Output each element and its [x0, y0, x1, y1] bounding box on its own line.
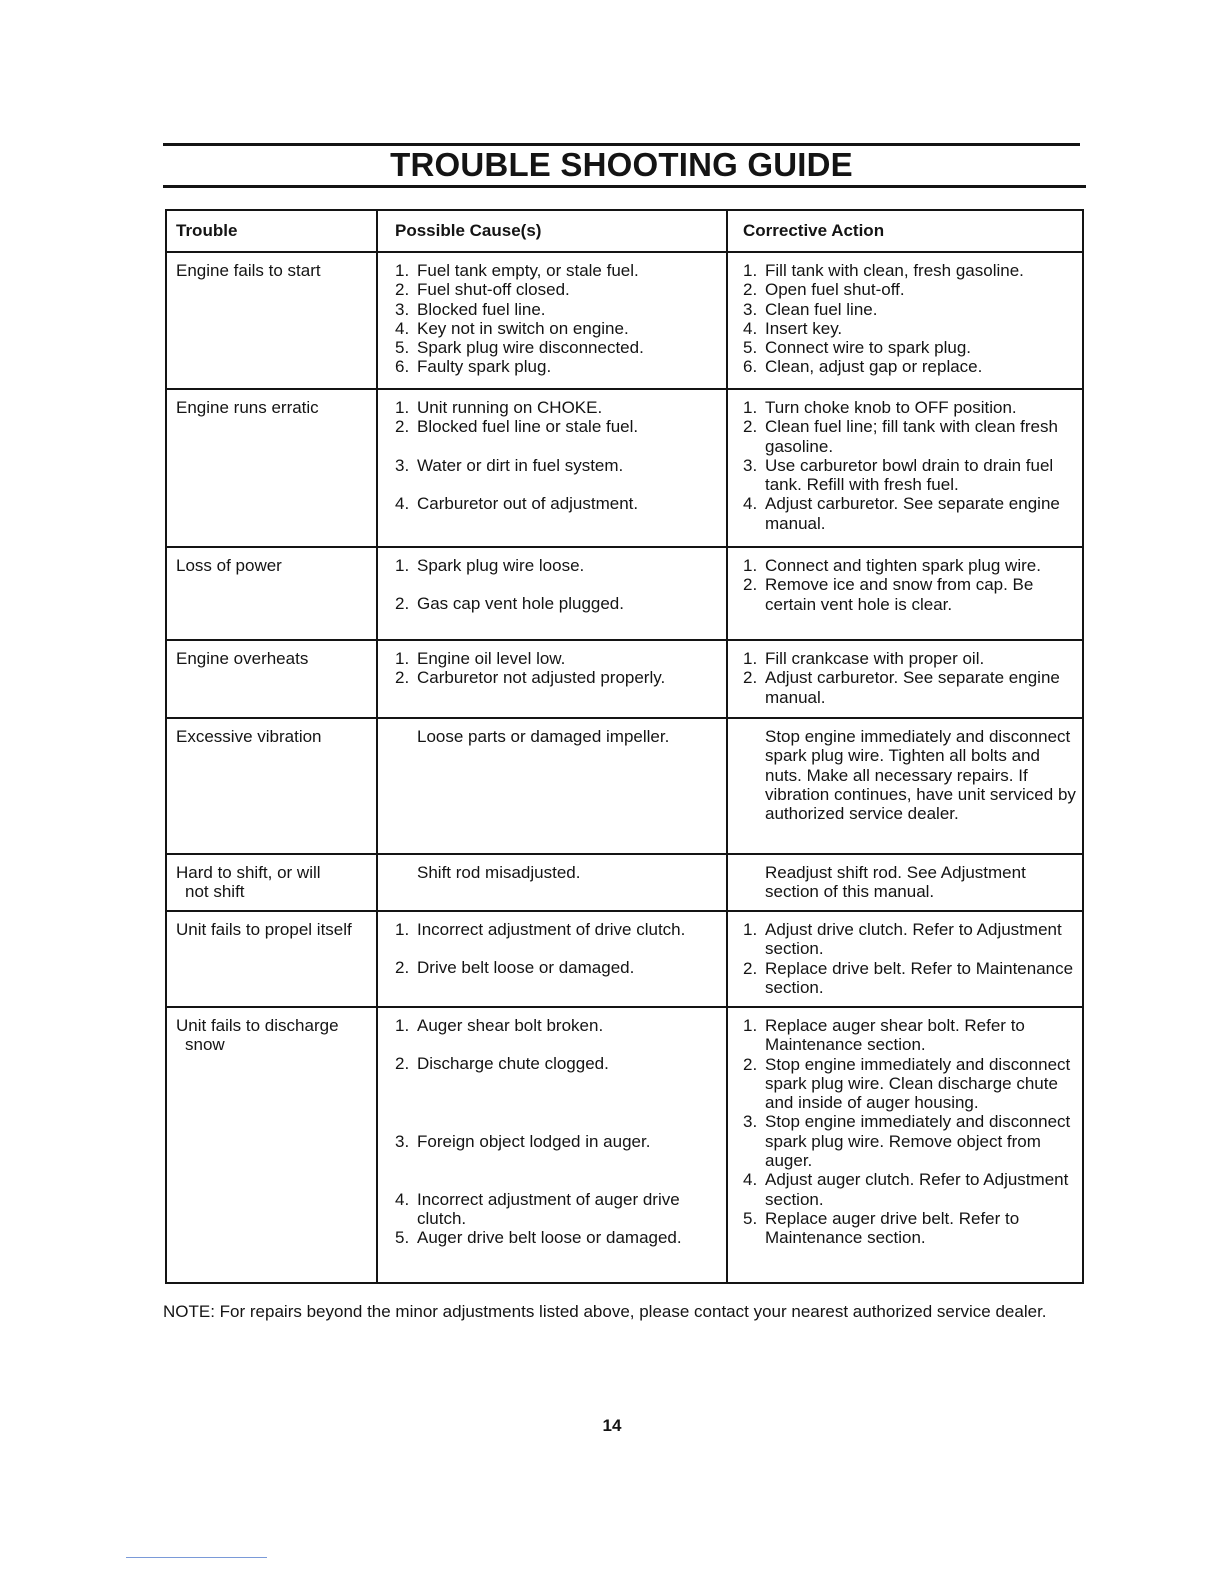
- action-item-text: Adjust auger clutch. Refer to Adjustment section.: [765, 1170, 1069, 1209]
- cause-item: [395, 863, 720, 882]
- cause-item-number: 2.: [395, 958, 410, 978]
- cause-item-number: 1.: [395, 261, 410, 280]
- action-item-number: 2.: [743, 417, 758, 437]
- action-item-text: Replace auger drive belt. Refer to Maintenance section.: [765, 1208, 1020, 1248]
- cause-item-text: Blocked fuel line or stale fuel.: [417, 417, 639, 437]
- action-item-text: Fill crankcase with proper oil.: [765, 649, 985, 668]
- cause-item-number: 3.: [395, 1131, 410, 1151]
- cause-item: [395, 1190, 720, 1229]
- cause-item-number: 2.: [395, 1054, 410, 1074]
- action-item-number: 3.: [743, 455, 758, 475]
- action-item-text: Adjust drive clutch. Refer to Adjustment section.: [765, 920, 1062, 959]
- table-row: [166, 1007, 1083, 1283]
- action-item: [743, 300, 1076, 319]
- trouble-cell: [166, 389, 377, 547]
- action-item-number: 2.: [743, 280, 758, 300]
- trouble-cell: [166, 252, 377, 389]
- action-item-number: 5.: [743, 1208, 758, 1228]
- repair-note: NOTE: For repairs beyond the minor adjustments listed above, please contact your nearest authorized service dealer.: [163, 1302, 1047, 1321]
- cause-item-text: Auger drive belt loose or damaged.: [417, 1228, 682, 1248]
- cause-item-text: Carburetor not adjusted properly.: [417, 668, 666, 688]
- page-title: TROUBLE SHOOTING GUIDE: [390, 146, 853, 183]
- cause-cell: [377, 640, 727, 718]
- action-item: [743, 417, 1076, 456]
- action-cell: [727, 1007, 1083, 1283]
- cause-cell: [377, 389, 727, 547]
- action-item: [743, 1209, 1076, 1248]
- cause-item: [395, 357, 720, 376]
- action-item: [743, 1055, 1076, 1113]
- cause-item-number: 4.: [395, 318, 410, 338]
- action-item-text: Clean fuel line.: [765, 299, 878, 319]
- action-item-text: Stop engine immediately and disconnect spark plug wire. Remove object from auger.: [765, 1112, 1071, 1171]
- title-rule-bottom: [163, 185, 1086, 188]
- action-item-number: 4.: [743, 318, 758, 338]
- cause-cell: [377, 1007, 727, 1283]
- trouble-cell: [166, 640, 377, 718]
- table-row: [166, 389, 1083, 547]
- cause-item-number: 3.: [395, 455, 410, 475]
- action-cell: [727, 389, 1083, 547]
- trouble-text: Engine fails to start: [176, 261, 321, 280]
- trouble-cell: [166, 1007, 377, 1283]
- action-item-text: Adjust carburetor. See separate engine manual.: [765, 668, 1060, 707]
- action-item-text: Remove ice and snow from cap. Be certain vent hole is clear.: [765, 575, 1034, 614]
- action-item: [743, 494, 1076, 533]
- action-item-number: 2.: [743, 575, 758, 595]
- trouble-text: Hard to shift, or will: [176, 863, 321, 882]
- cause-item: [395, 280, 720, 299]
- cause-item: [395, 456, 720, 475]
- action-item: [743, 1170, 1076, 1209]
- table-row: [166, 854, 1083, 911]
- cause-item-text: Loose parts or damaged impeller.: [417, 727, 670, 746]
- cause-item-number: 6.: [395, 357, 410, 377]
- header-corrective-action: Corrective Action: [727, 210, 1083, 252]
- cause-item-number: 3.: [395, 299, 410, 319]
- action-item-number: 1.: [743, 649, 758, 668]
- cause-cell: [377, 911, 727, 1007]
- table-row: [166, 640, 1083, 718]
- action-item: [743, 398, 1076, 417]
- trouble-cell: [166, 547, 377, 640]
- cause-cell: [377, 547, 727, 640]
- action-item-text: Fill tank with clean, fresh gasoline.: [765, 261, 1024, 280]
- action-cell: [727, 640, 1083, 718]
- cause-item-text: Fuel shut-off closed.: [417, 280, 570, 300]
- trouble-cell: [166, 911, 377, 1007]
- footer-line: [126, 1557, 267, 1558]
- cause-item-text: Unit running on CHOKE.: [417, 398, 603, 417]
- cause-item-number: 5.: [395, 1228, 410, 1248]
- cause-item-number: 1.: [395, 1016, 410, 1035]
- action-item-text: Stop engine immediately and disconnect spark plug wire. Tighten all bolts and nuts. Make all necessary repairs. If vibration continues, have unit serviced by authorized service dealer.: [765, 727, 1076, 824]
- page-number: 14: [602, 1416, 622, 1435]
- cause-item-number: 2.: [395, 594, 410, 614]
- cause-item-number: 1.: [395, 398, 410, 417]
- table-row: [166, 547, 1083, 640]
- action-item-number: 3.: [743, 1112, 758, 1132]
- trouble-cell: [166, 718, 377, 854]
- action-item: [743, 556, 1076, 575]
- cause-item-number: 4.: [395, 1189, 410, 1209]
- trouble-text: not shift: [185, 882, 245, 902]
- trouble-text: Unit fails to propel itself: [176, 920, 352, 939]
- action-item-text: Clean, adjust gap or replace.: [765, 357, 983, 377]
- action-item-number: 4.: [743, 1170, 758, 1190]
- cause-item-text: Auger shear bolt broken.: [417, 1016, 604, 1035]
- action-item-text: Turn choke knob to OFF position.: [765, 398, 1017, 417]
- action-item-number: 1.: [743, 1016, 758, 1035]
- trouble-text: Excessive vibration: [176, 727, 322, 746]
- action-item-text: Connect and tighten spark plug wire.: [765, 556, 1041, 575]
- action-item-number: 6.: [743, 357, 758, 377]
- cause-item-text: Blocked fuel line.: [417, 299, 546, 319]
- action-item: [743, 863, 1076, 902]
- cause-item-text: Fuel tank empty, or stale fuel.: [417, 261, 639, 280]
- cause-item-text: Drive belt loose or damaged.: [417, 958, 635, 978]
- action-item: [743, 727, 1076, 823]
- cause-item-number: 2.: [395, 417, 410, 437]
- action-item: [743, 920, 1076, 959]
- action-item-text: Clean fuel line; fill tank with clean fresh gasoline.: [765, 417, 1058, 456]
- action-item-number: 1.: [743, 556, 758, 575]
- action-item: [743, 357, 1076, 376]
- header-possible-causes: Possible Cause(s): [377, 210, 727, 252]
- cause-item-text: Engine oil level low.: [417, 649, 566, 668]
- action-item-text: Readjust shift rod. See Adjustment section of this manual.: [765, 863, 1026, 902]
- cause-item-number: 2.: [395, 280, 410, 300]
- cause-cell: [377, 718, 727, 854]
- action-item: [743, 1112, 1076, 1170]
- cause-item: [395, 1228, 720, 1247]
- action-item: [743, 1016, 1076, 1055]
- cause-item: [395, 319, 720, 338]
- action-item: [743, 456, 1076, 495]
- cause-item: [395, 494, 720, 513]
- cause-cell: [377, 252, 727, 389]
- trouble-cell: [166, 854, 377, 911]
- trouble-text: Unit fails to discharge: [176, 1016, 339, 1035]
- table-row: [166, 252, 1083, 389]
- cause-item-text: Gas cap vent hole plugged.: [417, 594, 624, 614]
- cause-item: [395, 920, 720, 939]
- action-item: [743, 338, 1076, 357]
- cause-item-number: 5.: [395, 338, 410, 358]
- trouble-text: Engine overheats: [176, 649, 309, 668]
- cause-item: [395, 1054, 720, 1073]
- cause-item: [395, 556, 720, 575]
- action-item: [743, 668, 1076, 707]
- action-cell: [727, 718, 1083, 854]
- cause-item: [395, 958, 720, 977]
- action-cell: [727, 252, 1083, 389]
- cause-item-text: Key not in switch on engine.: [417, 318, 629, 338]
- cause-item: [395, 594, 720, 613]
- cause-item: [395, 417, 720, 436]
- cause-item-number: 1.: [395, 649, 410, 668]
- cause-item-text: Water or dirt in fuel system.: [417, 455, 624, 475]
- cause-item-text: Incorrect adjustment of auger drive clutch.: [417, 1189, 680, 1229]
- trouble-shooting-table: [165, 209, 1084, 1284]
- cause-item-text: Carburetor out of adjustment.: [417, 493, 639, 513]
- cause-item-text: Shift rod misadjusted.: [417, 863, 581, 882]
- cause-item-text: Foreign object lodged in auger.: [417, 1131, 651, 1151]
- action-item: [743, 261, 1076, 280]
- action-item-number: 1.: [743, 261, 758, 280]
- cause-item-text: Spark plug wire loose.: [417, 556, 585, 575]
- cause-item-text: Incorrect adjustment of drive clutch.: [417, 920, 686, 939]
- cause-item-text: Faulty spark plug.: [417, 357, 552, 377]
- trouble-text: snow: [185, 1035, 225, 1055]
- cause-item-text: Spark plug wire disconnected.: [417, 338, 644, 358]
- action-item-text: Insert key.: [765, 318, 843, 338]
- action-item-text: Connect wire to spark plug.: [765, 338, 971, 358]
- cause-item-number: 1.: [395, 556, 410, 575]
- cause-item-number: 2.: [395, 668, 410, 688]
- cause-item: [395, 300, 720, 319]
- action-cell: [727, 854, 1083, 911]
- action-item-text: Replace drive belt. Refer to Maintenance section.: [765, 958, 1074, 997]
- action-item: [743, 280, 1076, 299]
- cause-cell: [377, 854, 727, 911]
- table-row: [166, 911, 1083, 1007]
- action-item-text: Open fuel shut-off.: [765, 280, 905, 300]
- cause-item: [395, 1132, 720, 1151]
- action-item-number: 1.: [743, 920, 758, 939]
- action-item-number: 4.: [743, 494, 758, 514]
- table-row: [166, 718, 1083, 854]
- action-item: [743, 575, 1076, 614]
- cause-item: [395, 668, 720, 687]
- trouble-text: Loss of power: [176, 556, 282, 575]
- action-item-number: 2.: [743, 1054, 758, 1074]
- action-item-text: Stop engine immediately and disconnect spark plug wire. Clean discharge chute and inside of auger housing.: [765, 1054, 1071, 1113]
- cause-item: [395, 338, 720, 357]
- cause-item: [395, 261, 720, 280]
- action-item: [743, 319, 1076, 338]
- cause-item: [395, 649, 720, 668]
- action-item-text: Use carburetor bowl drain to drain fuel tank. Refill with fresh fuel.: [765, 455, 1054, 495]
- action-item-number: 2.: [743, 958, 758, 978]
- table-header-row: [166, 210, 1083, 252]
- trouble-text: Engine runs erratic: [176, 398, 319, 417]
- cause-item-number: 4.: [395, 493, 410, 513]
- header-trouble: Trouble: [166, 210, 377, 252]
- action-item-number: 5.: [743, 338, 758, 358]
- cause-item-number: 1.: [395, 920, 410, 939]
- action-item-number: 2.: [743, 668, 758, 688]
- cause-item: [395, 1016, 720, 1035]
- action-cell: [727, 547, 1083, 640]
- cause-item: [395, 398, 720, 417]
- action-item-text: Adjust carburetor. See separate engine manual.: [765, 494, 1060, 533]
- cause-item: [395, 727, 720, 746]
- cause-item-text: Discharge chute clogged.: [417, 1054, 609, 1074]
- action-item: [743, 959, 1076, 998]
- action-item-text: Replace auger shear bolt. Refer to Maintenance section.: [765, 1016, 1025, 1055]
- action-item-number: 3.: [743, 299, 758, 319]
- action-item: [743, 649, 1076, 668]
- action-cell: [727, 911, 1083, 1007]
- action-item-number: 1.: [743, 398, 758, 417]
